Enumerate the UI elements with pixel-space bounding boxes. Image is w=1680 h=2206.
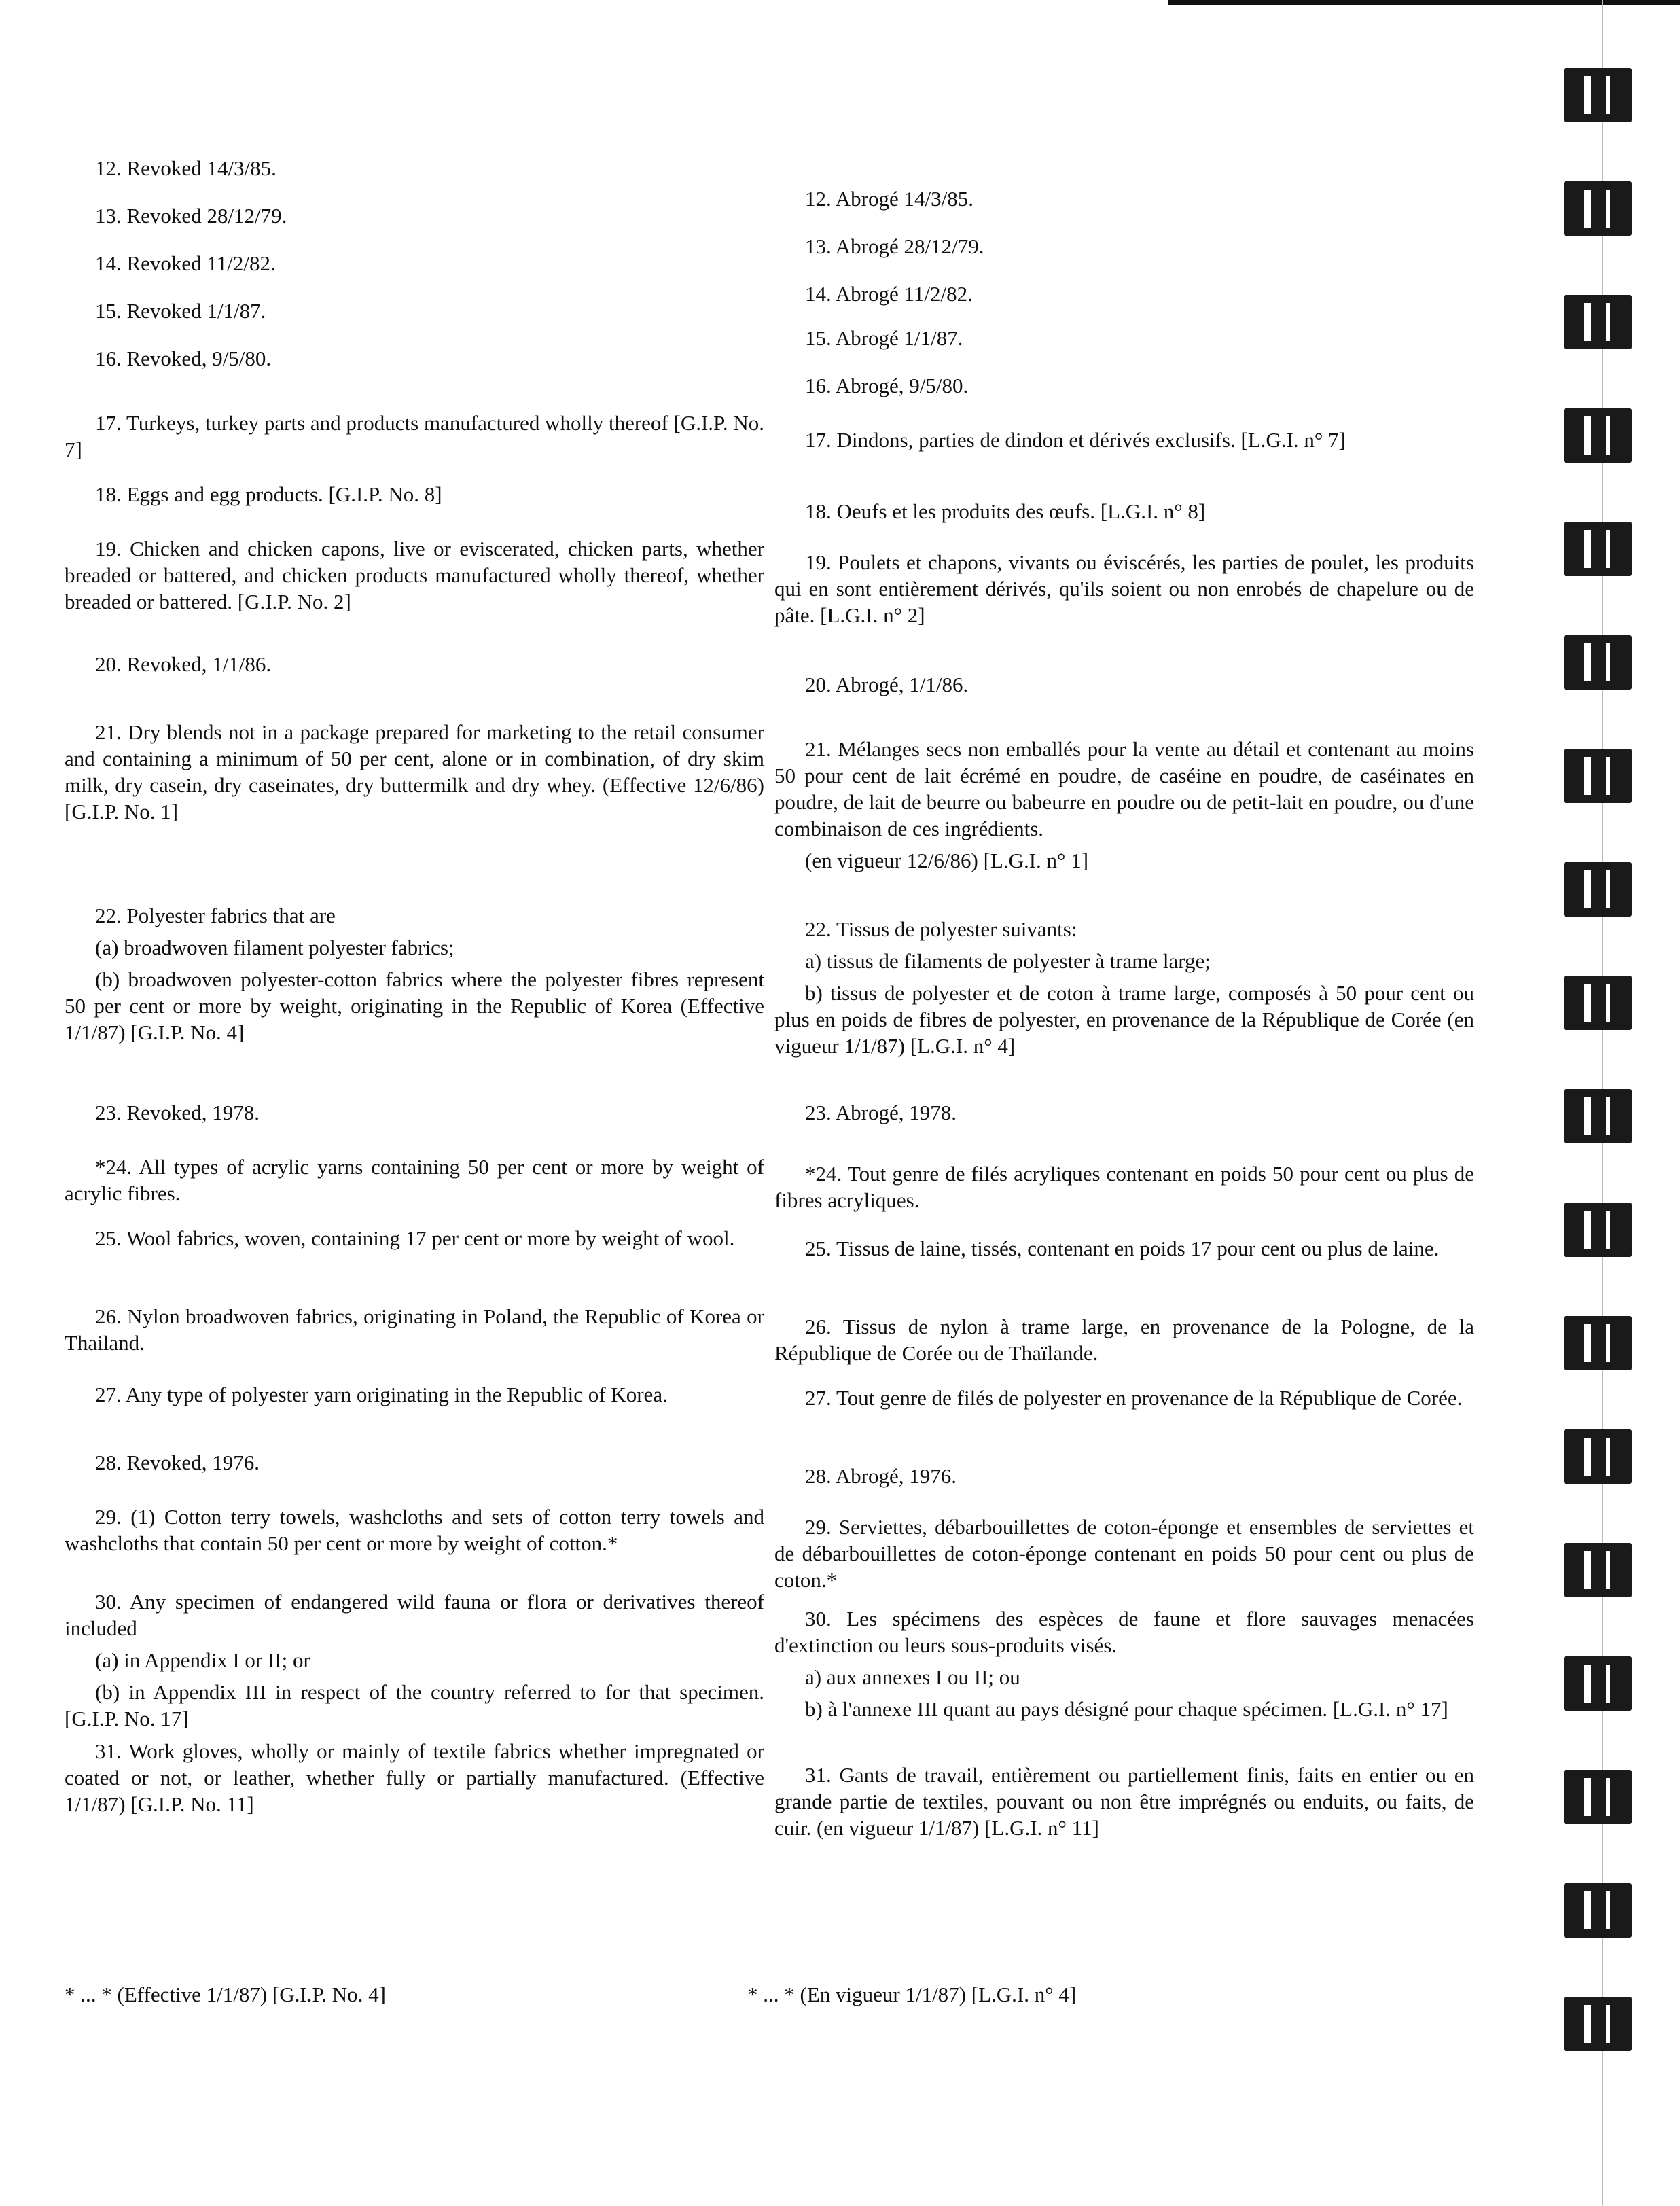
french-paragraph: 13. Abrogé 28/12/79. (805, 234, 984, 258)
french-item (774, 1463, 1474, 1489)
english-paragraph: 14. Revoked 11/2/82. (95, 251, 276, 275)
english-paragraph: 30. Any specimen of endangered wild fauna or flora or derivatives thereof included (65, 1590, 764, 1640)
french-paragraph: 20. Abrogé, 1/1/86. (805, 673, 969, 696)
french-paragraph: a) tissus de filaments de polyester à trame large; (805, 949, 1211, 973)
english-item (65, 535, 764, 615)
english-paragraph: (a) broadwoven filament polyester fabrics; (95, 936, 454, 959)
french-paragraph: 16. Abrogé, 9/5/80. (805, 374, 969, 397)
english-item (65, 250, 764, 277)
french-paragraph: 15. Abrogé 1/1/87. (805, 326, 963, 350)
english-item (65, 481, 764, 508)
french-item (774, 1235, 1474, 1262)
binding-tab (1564, 749, 1632, 803)
french-paragraph: 14. Abrogé 11/2/82. (805, 282, 973, 306)
english-paragraph: (b) broadwoven polyester-cotton fabrics where the polyester fibres represent 50 per cent or more by weight, originating in the Republic of Korea (Effective 1/1/87) [G.I.P. No. 4] (65, 967, 764, 1044)
french-paragraph: b) tissus de polyester et de coton à trame large, composés à 50 pour cent ou plus en poids de fibres de polyester, en provenance de la République de Corée (en vigueur 1/1/87) [L.G.I. n° 4] (774, 981, 1474, 1058)
top-edge-rule (1168, 0, 1680, 5)
binding-tab (1564, 408, 1632, 463)
french-item (774, 1099, 1474, 1126)
english-item (65, 1504, 764, 1556)
french-item (774, 281, 1474, 307)
binding-tab (1564, 68, 1632, 122)
french-paragraph: 28. Abrogé, 1976. (805, 1464, 957, 1488)
french-paragraph: 23. Abrogé, 1978. (805, 1101, 957, 1124)
binding-tab (1564, 862, 1632, 917)
french-item (774, 1605, 1474, 1722)
binding-tabs (1556, 68, 1644, 2206)
english-item (65, 1154, 764, 1207)
english-item (65, 1449, 764, 1476)
french-item (774, 671, 1474, 698)
english-paragraph: (a) in Appendix I or II; or (95, 1648, 310, 1672)
english-paragraph: 23. Revoked, 1978. (95, 1101, 260, 1124)
english-item (65, 1588, 764, 1732)
french-paragraph: 26. Tissus de nylon à trame large, en provenance de la Pologne, de la République de Corée ou de Thaïlande. (774, 1315, 1474, 1365)
english-paragraph: 17. Turkeys, turkey parts and products manufactured wholly thereof [G.I.P. No. 7] (65, 411, 764, 461)
english-item (65, 298, 764, 324)
english-paragraph: 25. Wool fabrics, woven, containing 17 per cent or more by weight of wool. (95, 1226, 735, 1250)
binding-tab (1564, 976, 1632, 1030)
footnote-english: * ... * (Effective 1/1/87) [G.I.P. No. 4] (65, 1982, 386, 2006)
french-item (774, 1160, 1474, 1213)
english-item (65, 1738, 764, 1817)
english-paragraph: 13. Revoked 28/12/79. (95, 204, 287, 228)
binding-tab (1564, 1089, 1632, 1143)
english-item (65, 1225, 764, 1251)
french-paragraph: 17. Dindons, parties de dindon et dérivés exclusifs. [L.G.I. n° 7] (805, 428, 1346, 452)
english-paragraph: 21. Dry blends not in a package prepared for marketing to the retail consumer and containing a minimum of 50 per cent, alone or in combination, of dry skim milk, dry casein, dry caseinates, dry buttermilk and dry whey. (Effective 12/6/86) [G.I.P. No. 1] (65, 720, 764, 823)
binding-tab (1564, 1883, 1632, 1938)
binding-tab (1564, 522, 1632, 576)
english-item (65, 410, 764, 463)
english-item (65, 155, 764, 181)
binding-tab (1564, 1770, 1632, 1824)
english-item (65, 1381, 764, 1408)
french-paragraph: 31. Gants de travail, entièrement ou partiellement finis, faits en entier ou en grande partie de textiles, pouvant ou non être imprégnés ou enduits, ou faits, de cuir. (en vigueur 1/1/87) [L.G.I. n° 11] (774, 1763, 1474, 1840)
binding-tab (1564, 1543, 1632, 1597)
english-paragraph: 27. Any type of polyester yarn originating in the Republic of Korea. (95, 1383, 668, 1406)
french-item (774, 498, 1474, 524)
french-paragraph: b) à l'annexe III quant au pays désigné pour chaque spécimen. [L.G.I. n° 17] (805, 1697, 1448, 1721)
english-item (65, 1303, 764, 1356)
english-paragraph: 26. Nylon broadwoven fabrics, originating in Poland, the Republic of Korea or Thailand. (65, 1304, 764, 1355)
french-item (774, 1313, 1474, 1366)
french-item (774, 736, 1474, 874)
english-paragraph: 19. Chicken and chicken capons, live or eviscerated, chicken parts, whether breaded or battered, and chicken products manufactured wholly thereof, whether breaded or battered. [G.I.P. No. 2] (65, 537, 764, 613)
english-paragraph: 31. Work gloves, wholly or mainly of textile fabrics whether impregnated or coated or not, or leather, whether fully or partially manufactured. (Effective 1/1/87) [G.I.P. No. 11] (65, 1739, 764, 1816)
english-paragraph: 28. Revoked, 1976. (95, 1451, 260, 1474)
french-paragraph: a) aux annexes I ou II; ou (805, 1665, 1020, 1689)
french-item (774, 916, 1474, 1059)
english-paragraph: 16. Revoked, 9/5/80. (95, 346, 272, 370)
french-item (774, 427, 1474, 453)
french-paragraph: 12. Abrogé 14/3/85. (805, 187, 973, 211)
french-paragraph: (en vigueur 12/6/86) [L.G.I. n° 1] (805, 849, 1089, 872)
french-item (774, 1514, 1474, 1593)
french-paragraph: 22. Tissus de polyester suivants: (805, 917, 1077, 941)
english-paragraph: 29. (1) Cotton terry towels, washcloths and sets of cotton terry towels and washcloths that contain 50 per cent or more by weight of cotton.* (65, 1505, 764, 1555)
french-paragraph: *24. Tout genre de filés acryliques contenant en poids 50 pour cent ou plus de fibres acryliques. (774, 1162, 1474, 1212)
french-item (774, 549, 1474, 628)
english-paragraph: 12. Revoked 14/3/85. (95, 156, 276, 180)
binding-tab (1564, 1316, 1632, 1370)
english-item (65, 345, 764, 372)
french-item (774, 233, 1474, 260)
binding-tab (1564, 635, 1632, 690)
french-paragraph: 29. Serviettes, débarbouillettes de coton-éponge et ensembles de serviettes et de débarbouillettes de coton-éponge contenant en poids 50 pour cent ou plus de coton.* (774, 1515, 1474, 1592)
english-item (65, 719, 764, 825)
english-paragraph: 18. Eggs and egg products. [G.I.P. No. 8] (95, 482, 442, 506)
french-item (774, 185, 1474, 212)
french-item (774, 1762, 1474, 1841)
english-item (65, 902, 764, 1046)
binding-tab (1564, 1656, 1632, 1711)
binding-tab (1564, 1203, 1632, 1257)
english-paragraph: 22. Polyester fabrics that are (95, 904, 336, 927)
binding-tab (1564, 295, 1632, 349)
french-item (774, 372, 1474, 399)
french-item (774, 1385, 1474, 1411)
french-paragraph: 18. Oeufs et les produits des œufs. [L.G.I. n° 8] (805, 499, 1206, 523)
french-paragraph: 30. Les spécimens des espèces de faune et flore sauvages menacées d'extinction ou leurs sous-produits visés. (774, 1607, 1474, 1657)
french-item (774, 325, 1474, 351)
french-paragraph: 19. Poulets et chapons, vivants ou éviscérés, les parties de poulet, les produits qui en sont entièrement dérivés, qu'ils soient ou non enrobés de chapelure ou de pâte. [L.G.I. n° 2] (774, 550, 1474, 627)
binding-tab (1564, 181, 1632, 236)
footnote-french: * ... * (En vigueur 1/1/87) [L.G.I. n° 4] (747, 1982, 1077, 2006)
binding-tab (1564, 1997, 1632, 2051)
english-paragraph: 20. Revoked, 1/1/86. (95, 652, 272, 676)
english-paragraph: (b) in Appendix III in respect of the country referred to for that specimen. [G.I.P. No. 17] (65, 1680, 764, 1730)
french-paragraph: 21. Mélanges secs non emballés pour la vente au détail et contenant au moins 50 pour cent de lait écrémé en poudre, de caséine en poudre, de caséinates en poudre, de lait de beurre ou babeurre en poudre ou de petit-lait en poudre, ou d'une combinaison de ces ingrédients. (774, 737, 1474, 840)
english-item (65, 651, 764, 677)
english-paragraph: *24. All types of acrylic yarns containing 50 per cent or more by weight of acrylic fibres. (65, 1155, 764, 1205)
french-paragraph: 25. Tissus de laine, tissés, contenant en poids 17 pour cent ou plus de laine. (805, 1237, 1440, 1260)
english-item (65, 202, 764, 229)
binding-tab (1564, 1429, 1632, 1484)
french-paragraph: 27. Tout genre de filés de polyester en provenance de la République de Corée. (805, 1386, 1463, 1410)
english-paragraph: 15. Revoked 1/1/87. (95, 299, 266, 323)
english-item (65, 1099, 764, 1126)
